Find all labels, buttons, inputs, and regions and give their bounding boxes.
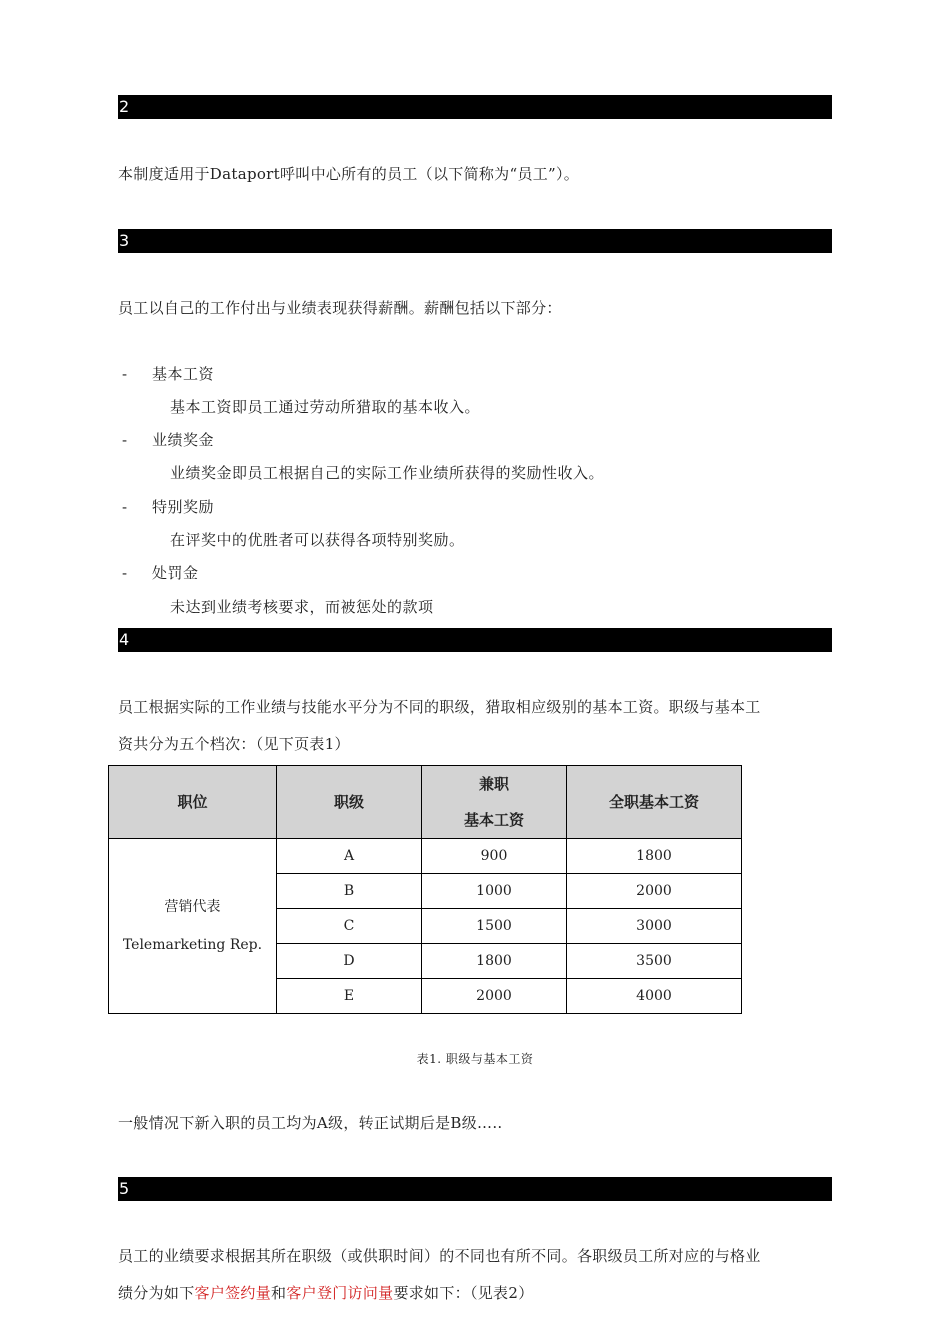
- table-header-row: [109, 766, 742, 839]
- text-run: 和: [271, 1284, 287, 1302]
- list-item-desc: 业绩奖金即员工根据自己的实际工作业绩所获得的奖励性收入。: [170, 464, 605, 482]
- list-item-title: 业绩奖金: [152, 431, 215, 449]
- fulltime-cell: 3000: [567, 909, 742, 944]
- text-run: 绩分为如下: [118, 1284, 195, 1302]
- grade-cell: B: [277, 874, 422, 909]
- position-cell: [109, 839, 277, 1014]
- parttime-cell: 1500: [422, 909, 567, 944]
- section-3-intro: 员工以自己的工作付出与业绩表现获得薪酬。薪酬包括以下部分：: [118, 299, 562, 317]
- parttime-cell: 900: [422, 839, 567, 874]
- section-number: 3: [119, 231, 130, 250]
- position-en: Telemarketing Rep.: [122, 937, 263, 953]
- section-2-text: 本制度适用于Dataport呼叫中心所有的员工（以下简称为“员工”）。: [118, 165, 580, 183]
- list-dash: -: [122, 564, 128, 582]
- text-run: 要求如下：（见表2）: [393, 1284, 534, 1302]
- list-item-title: 基本工资: [152, 365, 215, 383]
- list-dash: -: [122, 498, 128, 516]
- grade-cell: E: [277, 979, 422, 1014]
- list-dash: -: [122, 365, 128, 383]
- list-item-desc: 未达到业绩考核要求，而被惩处的款项: [170, 598, 434, 616]
- parttime-cell: 1000: [422, 874, 567, 909]
- section-bar-2: [118, 95, 832, 119]
- list-item-desc: 基本工资即员工通过劳动所猎取的基本收入。: [170, 398, 481, 416]
- section-number: 4: [119, 630, 130, 649]
- fulltime-cell: 1800: [567, 839, 742, 874]
- header-grade: 职级: [277, 766, 422, 839]
- table-caption: 表1. 职级与基本工资: [416, 1052, 534, 1066]
- grade-cell: D: [277, 944, 422, 979]
- position-cn: 营销代表: [164, 899, 221, 915]
- section-4-line-1: 员工根据实际的工作业绩与技能水平分为不同的职级，猎取相应级别的基本工资。职级与基本工: [118, 698, 761, 716]
- fulltime-cell: 2000: [567, 874, 742, 909]
- grade-cell: A: [277, 839, 422, 874]
- list-item-title: 处罚金: [152, 564, 199, 582]
- section-bar-5: [118, 1177, 832, 1201]
- list-item-desc: 在评奖中的优胜者可以获得各项特别奖励。: [170, 531, 465, 549]
- section-4-line-2: 资共分为五个档次：（见下页表1）: [118, 735, 350, 753]
- fulltime-cell: 3500: [567, 944, 742, 979]
- list-item-title: 特别奖励: [152, 498, 215, 516]
- grade-cell: C: [277, 909, 422, 944]
- header-fulltime: 全职基本工资: [567, 766, 742, 839]
- parttime-cell: 2000: [422, 979, 567, 1014]
- highlight-visit-volume: 客户登门访问量: [286, 1284, 394, 1302]
- section-number: 2: [119, 97, 130, 116]
- section-bar-4: [118, 628, 832, 652]
- fulltime-cell: 4000: [567, 979, 742, 1014]
- header-position: 职位: [109, 766, 277, 839]
- section-5-line-1: 员工的业绩要求根据其所在职级（或供职时间）的不同也有所不同。各职级员工所对应的与格业: [118, 1247, 761, 1265]
- section-5-line-2: [118, 1277, 832, 1309]
- section-bar-3: [118, 229, 832, 253]
- section-number: 5: [119, 1179, 130, 1198]
- header-parttime-line-1: 兼职: [478, 775, 509, 793]
- table-row: [109, 839, 742, 874]
- header-parttime-line-2: 基本工资: [463, 811, 524, 829]
- grade-salary-table: [108, 765, 742, 1014]
- section-4-note: 一般情况下新入职的员工均为A级，转正试期后是B级…..: [118, 1114, 503, 1132]
- parttime-cell: 1800: [422, 944, 567, 979]
- highlight-signing-volume: 客户签约量: [194, 1284, 272, 1302]
- header-parttime: [422, 766, 567, 839]
- list-dash: -: [122, 431, 128, 449]
